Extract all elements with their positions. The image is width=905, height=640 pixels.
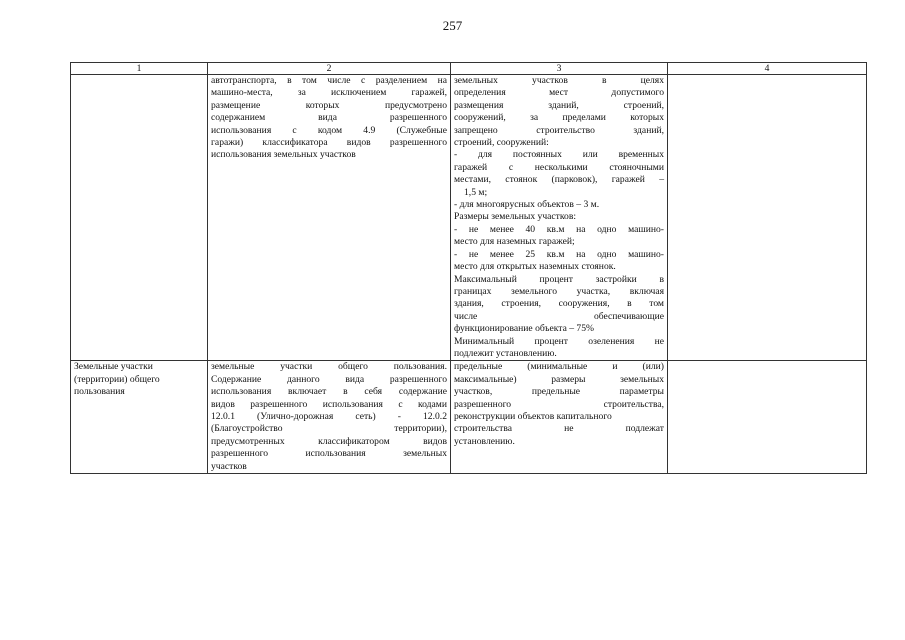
- row2-col4-cell: [668, 361, 867, 474]
- text-line: участков: [211, 460, 247, 472]
- text-line: размещения зданий, строений,: [454, 99, 664, 111]
- text-line: автотранспорта, в том числе с разделением на: [211, 75, 447, 86]
- page-number: 257: [442, 18, 463, 33]
- text-line: содержанием вида разрешенного: [211, 112, 447, 124]
- text-line: строений, сооружений:: [454, 137, 549, 149]
- table-row: [71, 361, 867, 474]
- text-line: реконструкции объектов капитального: [454, 410, 612, 422]
- text-line: пользования: [74, 386, 125, 398]
- row2-col1-cell: [71, 361, 208, 474]
- text-line: земельные участки общего пользования.: [211, 361, 447, 373]
- row2-col2-cell: [208, 361, 451, 474]
- text-line: использования включает в себя содержание: [211, 386, 447, 398]
- table-row: [71, 75, 867, 361]
- text-line: гаражей с несколькими стояночными: [454, 161, 664, 173]
- text-line: максимальные) размеры земельных: [454, 373, 664, 385]
- text-line: Земельные участки: [74, 361, 153, 373]
- header-col-1: 1: [71, 63, 208, 75]
- text-line: строительства не подлежат: [454, 423, 664, 435]
- text-line: использования с кодом 4.9 (Служебные: [211, 124, 447, 136]
- text-line: участков, предельные параметры: [454, 386, 664, 398]
- text-line: разрешенного использования земельных: [211, 448, 447, 460]
- text-line: границах земельного участка, включая: [454, 285, 664, 297]
- header-col-2: 2: [208, 63, 451, 75]
- text-line: запрещено строительство зданий,: [454, 124, 664, 136]
- row2-col3-cell: [451, 361, 668, 474]
- text-line: - для постоянных или временных: [454, 149, 664, 161]
- text-line: здания, строения, сооружения, в том: [454, 298, 664, 310]
- text-line: - не менее 40 кв.м на одно машино-: [454, 223, 664, 235]
- row1-col2-cell: [208, 75, 451, 361]
- text-line: Минимальный процент озеленения не: [454, 335, 664, 347]
- header-col-4: 4: [668, 63, 867, 75]
- text-line: 12.0.1 (Улично-дорожная сеть) - 12.0.2: [211, 410, 447, 422]
- text-line: Максимальный процент застройки в: [454, 273, 664, 285]
- text-line: земельных участков в целях: [454, 75, 664, 86]
- text-line: видов разрешенного использования с кодами: [211, 398, 447, 410]
- text-line: (территории) общего: [74, 373, 160, 385]
- text-line: разрешенного строительства,: [454, 398, 664, 410]
- text-line: место для открытых наземных стоянок.: [454, 261, 616, 273]
- text-line: установлению.: [454, 435, 515, 447]
- row1-col1-cell: [71, 75, 208, 361]
- row1-col3-cell: [451, 75, 668, 361]
- row1-col4-cell: [668, 75, 867, 361]
- text-line: Содержание данного вида разрешенного: [211, 373, 447, 385]
- text-line: размещение которых предусмотрено: [211, 99, 447, 111]
- header-col-3: 3: [451, 63, 668, 75]
- land-use-regulations-table: [70, 62, 867, 474]
- text-line: машино-места, за исключением гаражей,: [211, 87, 447, 99]
- text-line: местами, стоянок (парковок), гаражей –: [454, 174, 664, 186]
- text-line: предусмотренных классификатором видов: [211, 435, 447, 447]
- text-line: место для наземных гаражей;: [454, 236, 575, 248]
- text-line: Размеры земельных участков:: [454, 211, 577, 223]
- text-line: использования земельных участков: [211, 149, 356, 161]
- text-line: гаражи) классификатора видов разрешенного: [211, 137, 447, 149]
- text-line: предельные (минимальные и (или): [454, 361, 664, 373]
- text-line: сооружений, за пределами которых: [454, 112, 664, 124]
- text-line: функционирование объекта – 75%: [454, 323, 595, 335]
- text-line: 1,5 м;: [464, 186, 488, 198]
- header-row: [71, 63, 867, 75]
- text-line: - не менее 25 кв.м на одно машино-: [454, 248, 664, 260]
- text-line: числе обеспечивающие: [454, 310, 664, 322]
- text-line: определения мест допустимого: [454, 87, 664, 99]
- text-line: подлежит установлению.: [454, 347, 557, 359]
- text-line: (Благоустройство территории),: [211, 423, 447, 435]
- text-line: - для многоярусных объектов – 3 м.: [454, 199, 600, 211]
